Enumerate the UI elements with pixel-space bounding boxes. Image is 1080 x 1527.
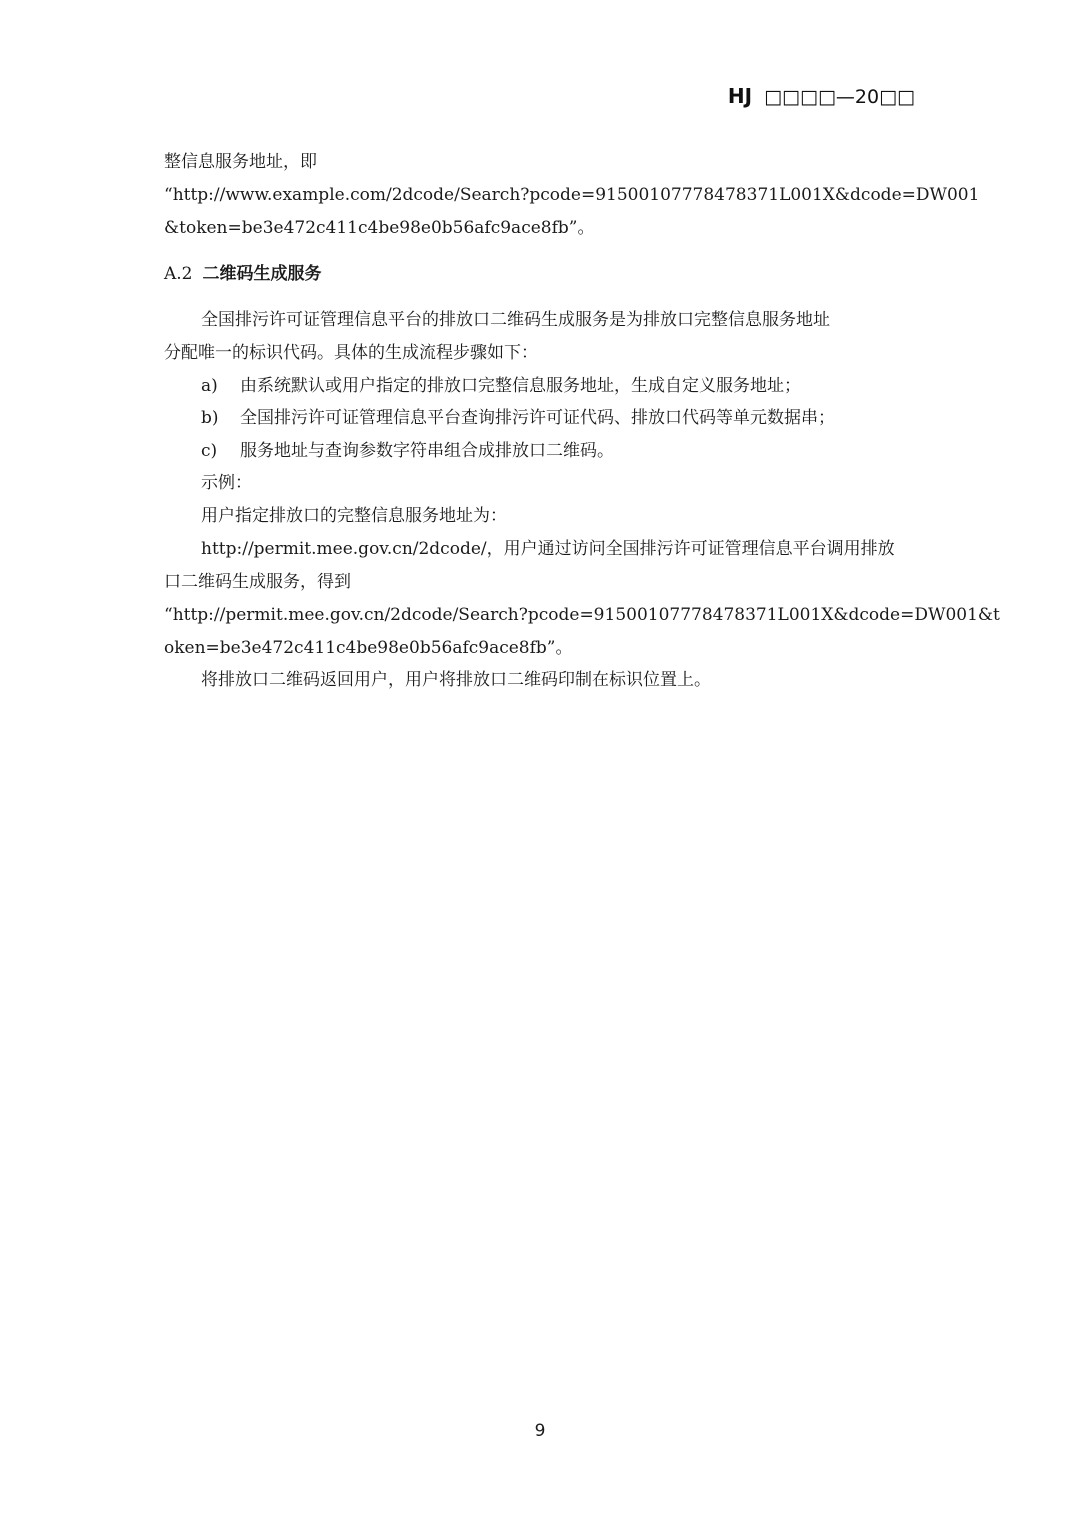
standard-header [728,84,915,108]
url-line: “http://www.example.com/2dcode/Search?pcode=91500107778478371L001X&dcode=DW001 [164,185,980,205]
example-line: http://permit.mee.gov.cn/2dcode/，用户通过访问全国排污许可证管理信息平台调用排放 [201,539,895,559]
step-text: 服务地址与查询参数字符串组合成排放口二维码。 [240,441,614,461]
section-title: 二维码生成服务 [202,264,322,284]
example-line: 用户指定排放口的完整信息服务地址为： [201,506,507,526]
step-label: b) [201,408,219,428]
example-url-line: oken=be3e472c411c4be98e0b56afc9ace8fb”。 [164,638,573,658]
example-line: 将排放口二维码返回用户，用户将排放口二维码印制在标识位置上。 [201,670,711,690]
page-number: 9 [534,1421,546,1441]
section-number: A.2 [164,264,193,284]
paragraph-line: 整信息服务地址，即 [164,152,317,172]
step-label: a) [201,376,218,396]
intro-line: 全国排污许可证管理信息平台的排放口二维码生成服务是为排放口完整信息服务地址 [201,310,830,330]
step-text: 全国排污许可证管理信息平台查询排污许可证代码、排放口代码等单元数据串； [240,408,835,428]
example-url-line: “http://permit.mee.gov.cn/2dcode/Search?pcode=91500107778478371L001X&dcode=DW001&t [164,605,1000,625]
url-line: &token=be3e472c411c4be98e0b56afc9ace8fb”。 [164,218,595,238]
intro-line: 分配唯一的标识代码。具体的生成流程步骤如下： [164,343,538,363]
step-label: c) [201,441,218,461]
standard-code: HJ [727,84,753,108]
example-label: 示例： [201,473,252,493]
standard-number: □□□□—20□□ [764,86,915,108]
section-heading [164,262,322,286]
example-line: 口二维码生成服务，得到 [164,572,351,592]
step-text: 由系统默认或用户指定的排放口完整信息服务地址，生成自定义服务地址； [240,376,801,396]
